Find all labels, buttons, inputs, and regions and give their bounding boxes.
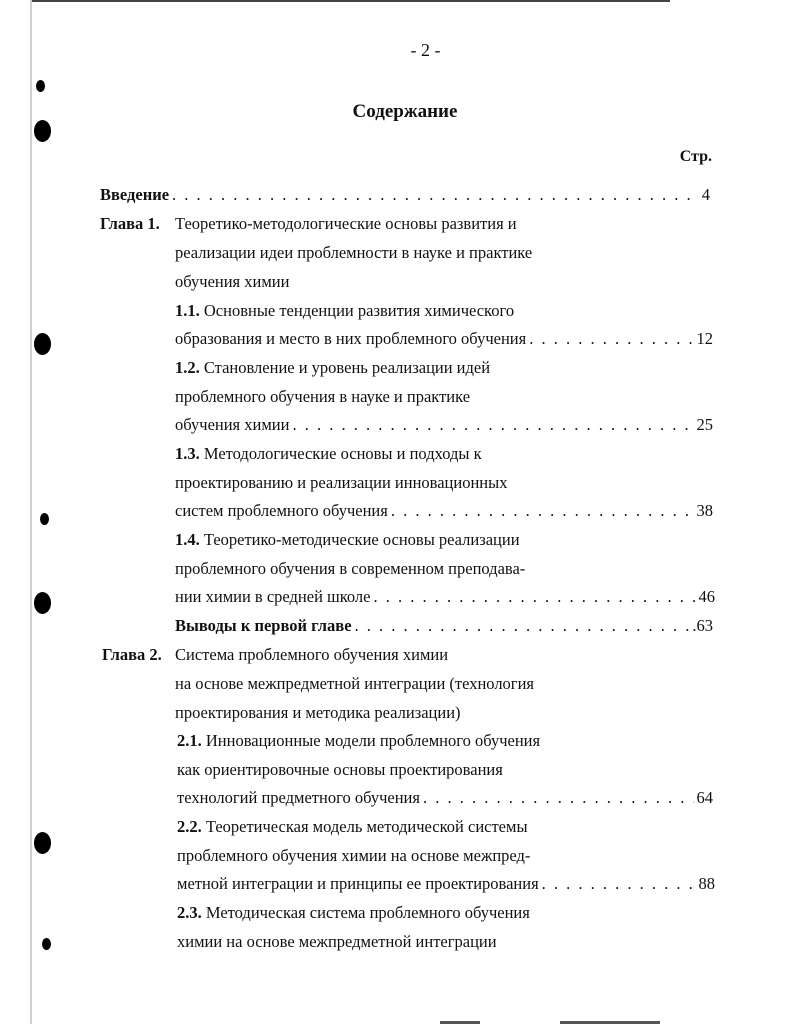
binding-hole: [40, 513, 49, 525]
page-title: Содержание: [352, 101, 458, 122]
scan-left-edge: [30, 0, 32, 1024]
chapter-title-line: Теоретико-методологические основы развития и: [175, 214, 517, 233]
binding-hole: [42, 938, 51, 950]
dot-leader: [391, 500, 694, 522]
toc-entry-1-4[interactable]: нии химии в средней школе . . . 46: [175, 586, 715, 608]
toc-page-number: 88: [698, 874, 715, 893]
toc-entry-2-2[interactable]: метной интеграции и принципы ее проектирования . . . 88: [177, 873, 715, 895]
binding-hole: [34, 832, 51, 854]
binding-hole: [36, 80, 45, 92]
section-title-line: как ориентировочные основы проектирования: [177, 760, 503, 779]
toc-page-number: .63: [692, 616, 713, 635]
binding-hole: [34, 333, 51, 355]
section-heading-line: 1.1. Основные тенденции развития химического: [175, 301, 515, 320]
section-heading-line: 1.2. Становление и уровень реализации идей: [175, 358, 491, 377]
page-column-label: Стр.: [679, 148, 712, 165]
toc-page-number: 64: [696, 788, 713, 807]
chapter-title-line: Система проблемного обучения химии: [175, 645, 449, 664]
dot-leader: [355, 615, 690, 637]
toc-page-number: 46: [698, 587, 715, 606]
chapter-label: Глава 2.: [102, 645, 162, 664]
section-number: 1.3.: [175, 444, 200, 463]
dot-leader: [542, 873, 696, 895]
section-number: 1.2.: [175, 358, 200, 377]
toc-entry-2-1[interactable]: технологий предметного обучения . . . 64: [177, 787, 713, 809]
section-number: 1.4.: [175, 530, 200, 549]
section-number: 2.2.: [177, 817, 202, 836]
dot-leader: [374, 586, 696, 608]
section-title-line: химии на основе межпредметной интеграции: [177, 932, 497, 951]
toc-page-number: 38: [696, 501, 713, 520]
chapter-title-line: реализации идеи проблемности в науке и практике: [175, 243, 533, 262]
toc-entry-1-1[interactable]: образования и место в них проблемного обучения . . . 12: [175, 328, 713, 350]
toc-entry-conclusion[interactable]: Выводы к первой главе . . . .63: [175, 615, 713, 637]
section-number: 1.1.: [175, 301, 200, 320]
dot-leader: [529, 328, 693, 350]
dot-leader: [423, 787, 694, 809]
dot-leader: [172, 184, 699, 206]
section-heading-line: 1.4. Теоретико-методические основы реализации: [175, 530, 520, 549]
dot-leader: [292, 414, 693, 436]
chapter-label: Глава 1.: [100, 214, 160, 233]
section-number: 2.3.: [177, 903, 202, 922]
section-heading-line: 2.1. Инновационные модели проблемного обучения: [177, 731, 541, 750]
toc-page-number: 25: [696, 415, 713, 434]
section-title-line: проблемного обучения в современном преподава-: [175, 559, 526, 578]
toc-entry-1-2[interactable]: обучения химии . . . 25: [175, 414, 713, 436]
section-heading-line: 2.2. Теоретическая модель методической системы: [177, 817, 528, 836]
binding-hole: [34, 592, 51, 614]
toc-entry-1-3[interactable]: систем проблемного обучения . . . 38: [175, 500, 713, 522]
section-number: 2.1.: [177, 731, 202, 750]
section-heading-line: 2.3. Методическая система проблемного обучения: [177, 903, 530, 922]
chapter-title-line: обучения химии: [175, 272, 290, 291]
toc-entry-label: Введение: [100, 185, 170, 204]
section-title-line: проектированию и реализации инновационных: [175, 473, 508, 492]
toc-page-number: 12: [696, 329, 713, 348]
chapter-title-line: проектирования и методика реализации): [175, 703, 461, 722]
page-number: - 2 -: [410, 40, 441, 60]
scan-top-edge: [30, 0, 670, 2]
binding-hole: [34, 120, 51, 142]
section-title-line: проблемного обучения в науке и практике: [175, 387, 471, 406]
toc-entry-intro[interactable]: [100, 184, 710, 206]
chapter-title-line: на основе межпредметной интеграции (технология: [175, 674, 534, 693]
toc-page-number: 4: [701, 185, 710, 204]
section-title-line: проблемного обучения химии на основе межпред-: [177, 846, 531, 865]
section-heading-line: 1.3. Методологические основы и подходы к: [175, 444, 482, 463]
